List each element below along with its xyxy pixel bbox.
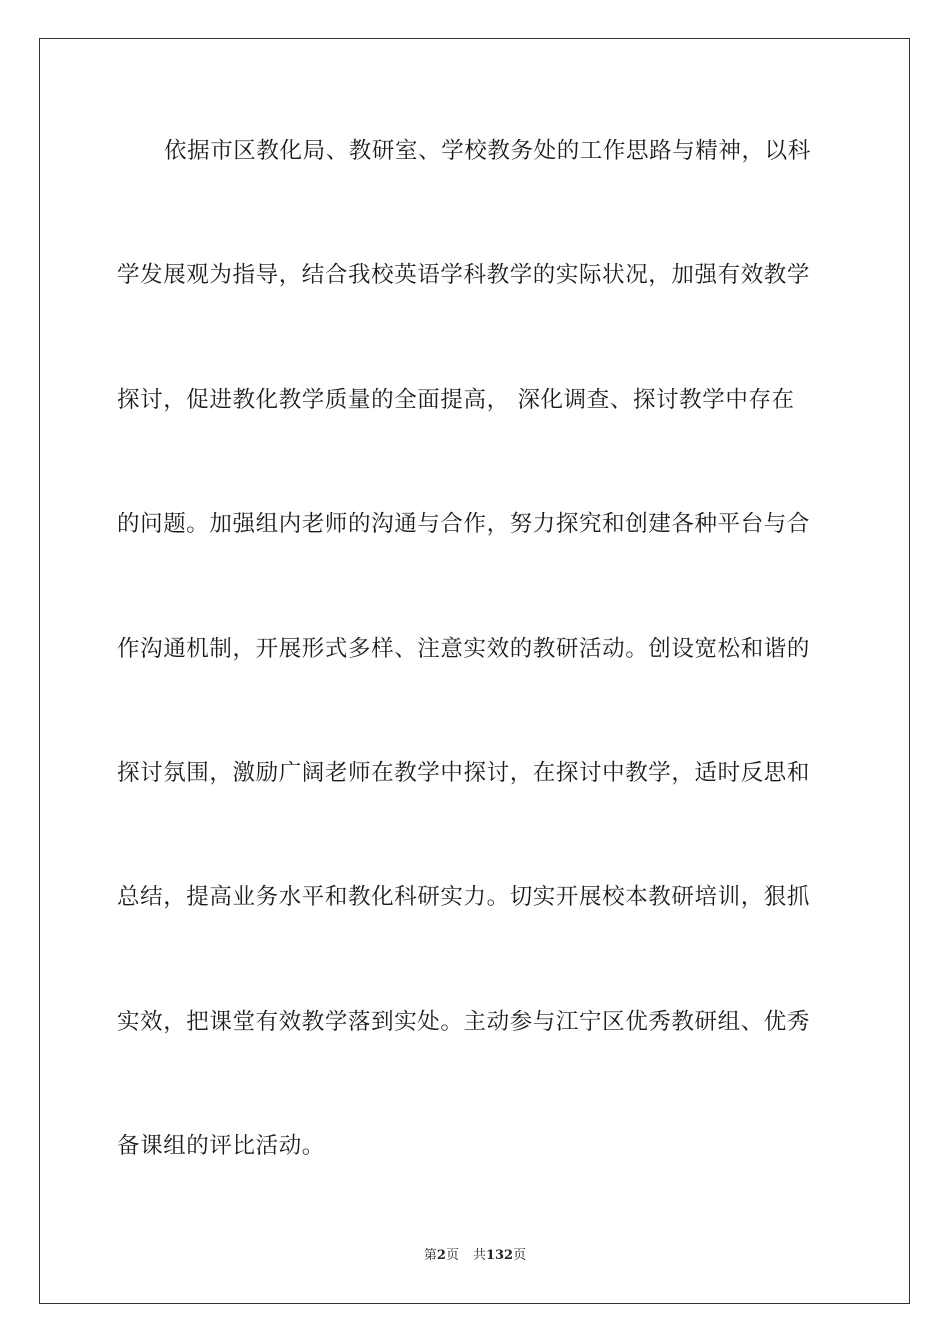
- total-prefix: 共: [472, 1248, 486, 1263]
- page-border: [39, 38, 910, 1304]
- paragraph-line-8: 实效，把课堂有效教学落到实处。主动参与江宁区优秀教研组、优秀: [117, 1009, 811, 1035]
- total-pages: 132: [485, 1248, 514, 1263]
- page-prefix: 第: [423, 1248, 437, 1263]
- paragraph-line-6: 探讨氛围，激励广阔老师在教学中探讨，在探讨中教学，适时反思和: [117, 760, 811, 786]
- paragraph-line-3: 探讨，促进教化教学质量的全面提高， 深化调查、探讨教学中存在: [117, 387, 795, 413]
- paragraph-line-2: 学发展观为指导，结合我校英语学科教学的实际状况，加强有效教学: [117, 262, 811, 288]
- page-suffix: 页: [445, 1248, 459, 1263]
- paragraph-line-9: 备课组的评比活动。: [117, 1133, 325, 1159]
- page-footer: [0, 1247, 950, 1265]
- paragraph-line-1: 依据市区教化局、教研室、学校教务处的工作思路与精神，以科: [164, 138, 811, 164]
- paragraph-line-4: 的问题。加强组内老师的沟通与合作，努力探究和创建各种平台与合: [117, 511, 811, 537]
- paragraph-line-7: 总结，提高业务水平和教化科研实力。切实开展校本教研培训，狠抓: [117, 884, 811, 910]
- page-number: 2: [436, 1248, 446, 1263]
- total-suffix: 页: [513, 1248, 527, 1263]
- paragraph-line-5: 作沟通机制，开展形式多样、注意实效的教研活动。创设宽松和谐的: [117, 636, 811, 662]
